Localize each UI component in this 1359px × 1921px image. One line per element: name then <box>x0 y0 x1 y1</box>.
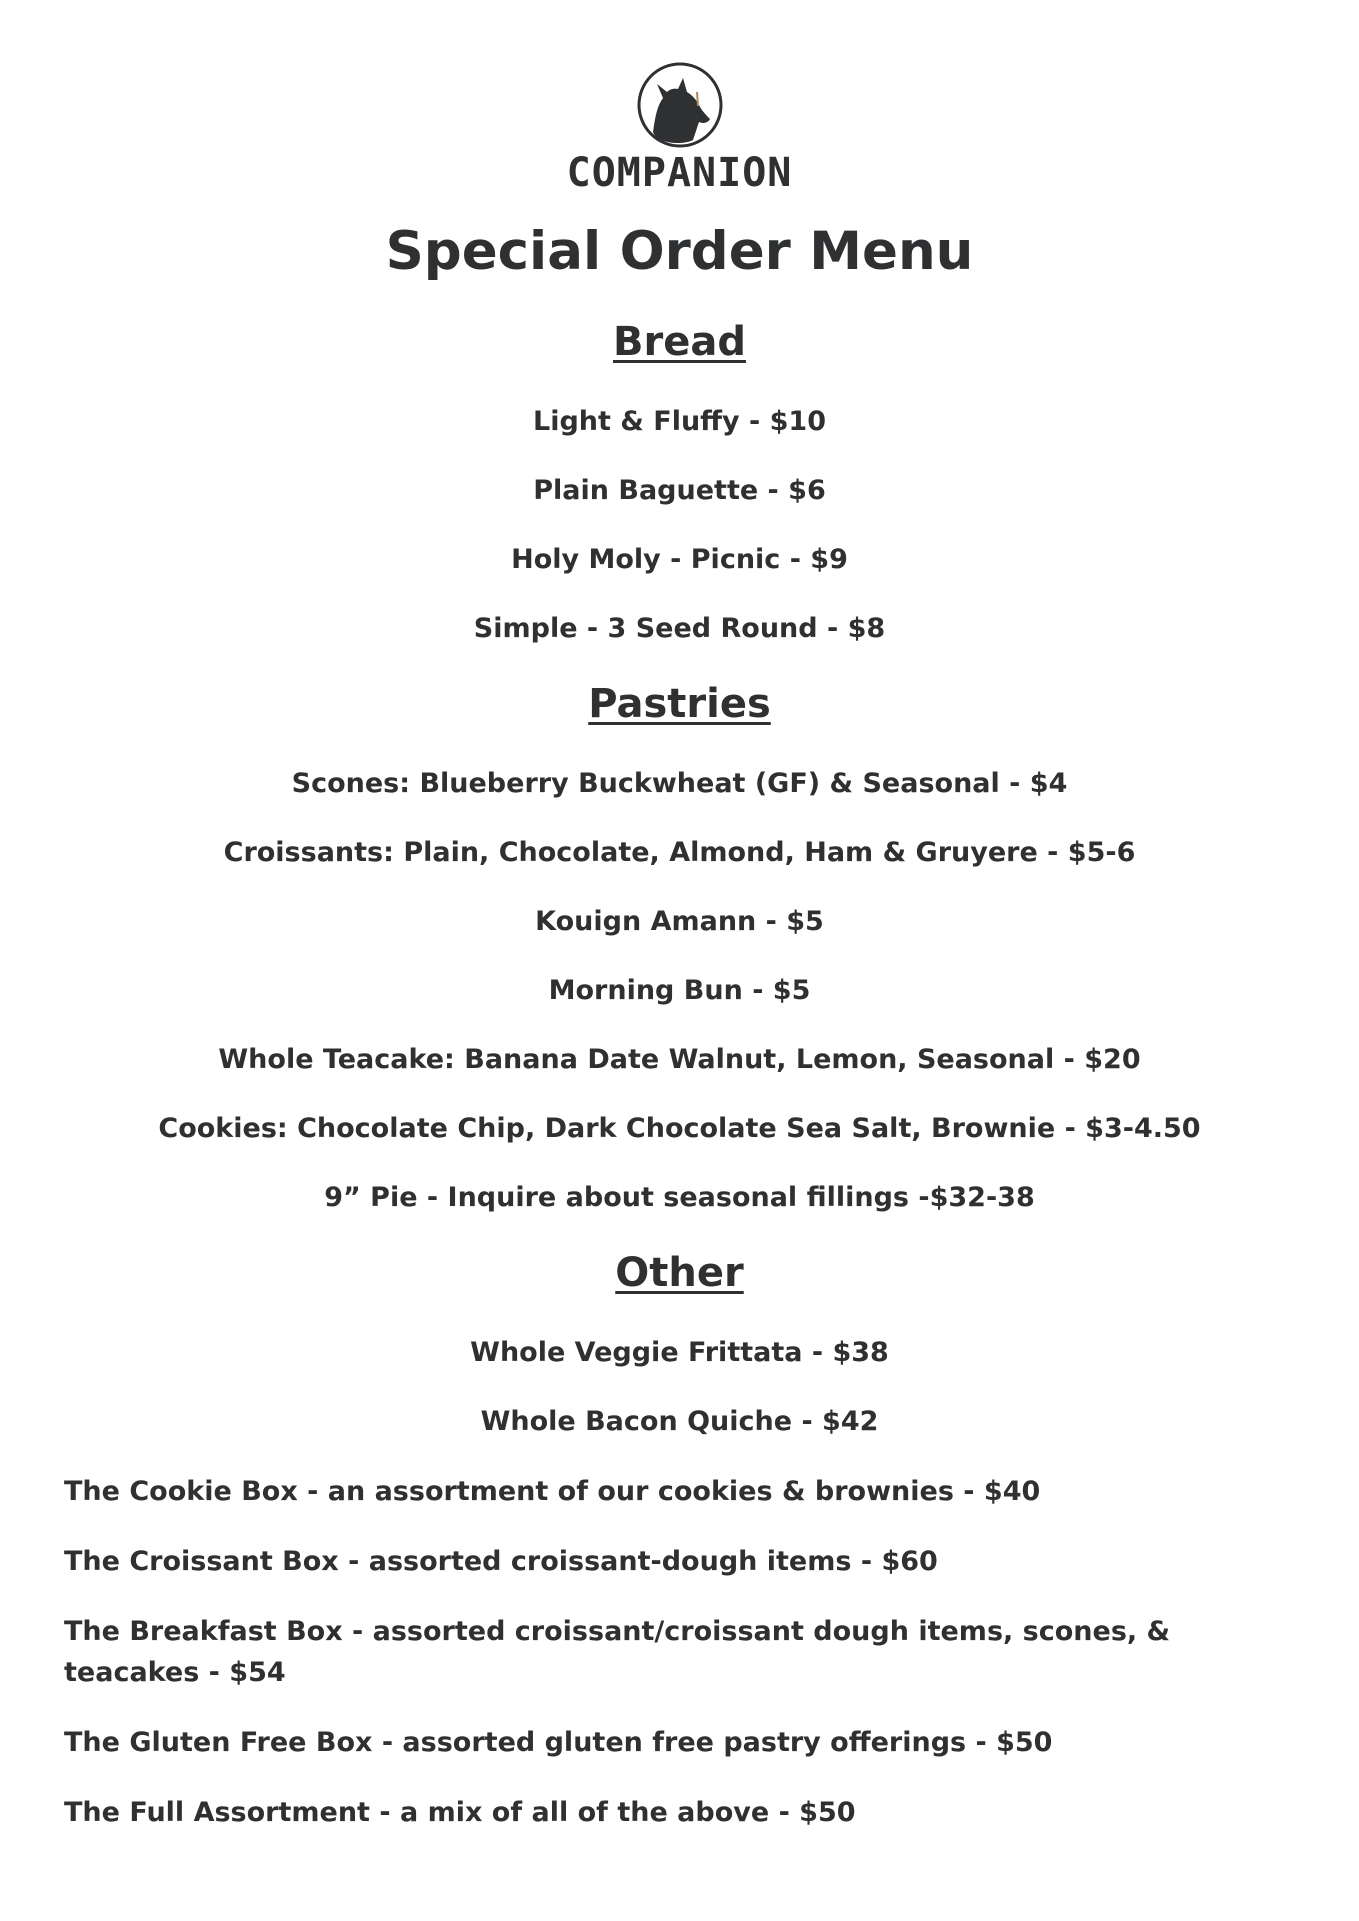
menu-item: 9” Pie - Inquire about seasonal fillings -$32-38 <box>324 1182 1035 1213</box>
menu-item: Morning Bun - $5 <box>548 975 811 1006</box>
section-heading-pastries: Pastries <box>588 681 771 727</box>
menu-item: Plain Baguette - $6 <box>533 475 826 506</box>
menu-item: Croissants: Plain, Chocolate, Almond, Ham & Gruyere - $5-6 <box>223 837 1136 868</box>
menu-item: The Cookie Box - an assortment of our cookies & brownies - $40 <box>64 1476 1041 1507</box>
companion-logo <box>0 62 1359 194</box>
goat-head-icon <box>637 62 723 148</box>
section-heading-bread: Bread <box>613 319 746 365</box>
menu-item: The Croissant Box - assorted croissant-dough items - $60 <box>64 1546 938 1577</box>
section-heading-other: Other <box>615 1250 744 1296</box>
logo-wordmark: COMPANION <box>566 150 793 196</box>
page-title: Special Order Menu <box>385 221 974 282</box>
menu-item: The Gluten Free Box - assorted gluten free pastry offerings - $50 <box>64 1727 1053 1758</box>
menu-item: Whole Teacake: Banana Date Walnut, Lemon, Seasonal - $20 <box>218 1044 1141 1075</box>
menu-item: Light & Fluffy - $10 <box>532 406 827 437</box>
menu-item: Kouign Amann - $5 <box>535 906 824 937</box>
menu-item: The Breakfast Box - assorted croissant/croissant dough items, scones, & teacakes - $54 <box>64 1616 1171 1688</box>
menu-item: Scones: Blueberry Buckwheat (GF) & Seasonal - $4 <box>291 768 1068 799</box>
menu-item: Cookies: Chocolate Chip, Dark Chocolate Sea Salt, Brownie - $3-4.50 <box>158 1113 1201 1144</box>
menu-item: Whole Bacon Quiche - $42 <box>480 1406 879 1437</box>
menu-item: Whole Veggie Frittata - $38 <box>470 1337 889 1368</box>
menu-item: Simple - 3 Seed Round - $8 <box>473 613 886 644</box>
menu-item: Holy Moly - Picnic - $9 <box>511 544 848 575</box>
menu-item: The Full Assortment - a mix of all of the above - $50 <box>64 1797 856 1828</box>
